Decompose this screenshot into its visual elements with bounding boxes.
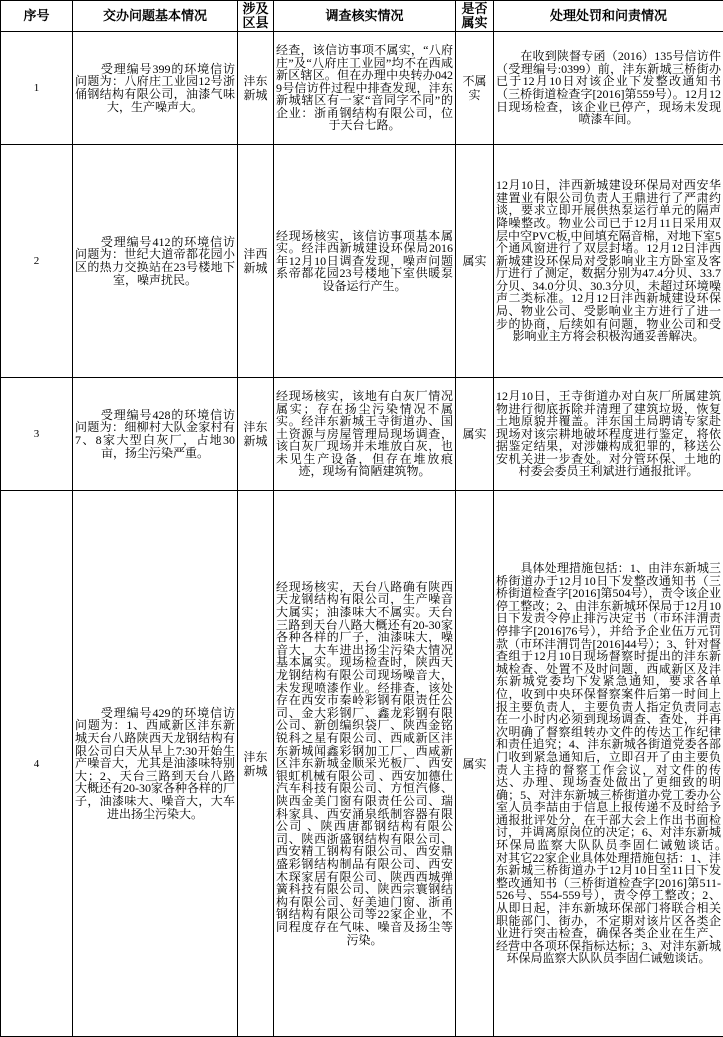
investigation-cell: 经现场核实，该地有白灰厂情况属实；存在扬尘污染情况不属实。经沣东新城王寺街道办、国土资源与房屋管理局现场调查，该白灰厂现场并未堆放白灰，也未见生产设备，但存在堆放痕迹，现场有简陋建筑物。 — [274, 378, 456, 491]
serial-number-cell: 3 — [1, 378, 73, 491]
verified-cell: 属实 — [456, 491, 494, 1037]
verified-cell: 属实 — [456, 378, 494, 491]
header-verified: 是否属实 — [456, 1, 494, 32]
header-row — [1, 1, 723, 32]
header-investigation: 调查核实情况 — [274, 1, 456, 32]
verified-cell: 属实 — [456, 145, 494, 378]
header-district: 涉及区县 — [238, 1, 274, 32]
problem-cell: 受理编号429的环境信访问题为：1、西咸新区沣东新城天台八路陕西天龙钢结构有限公司白天从早上7:30开始生产噪音大，尤其是油漆味特别大；2、天台三路到天台八路大概还有20-30家各种各样的厂子，油漆味大、噪音大，大车进出扬尘污染大。 — [73, 491, 238, 1037]
verified-cell: 不属实 — [456, 32, 494, 145]
table-row — [1, 378, 723, 491]
action-cell: 12月10日，王寺街道办对白灰厂所属建筑物进行彻底拆除并清理了建筑垃圾，恢复土地原貌并覆盖。沣东国土局聘请专家赴现场对该宗耕地破坏程度进行鉴定，将依据鉴定结果，对涉嫌构成犯罪的，移送公安机关进一步查处。对分管环保、土地的村委会委员王利斌进行通报批评。 — [494, 378, 723, 491]
serial-number-cell: 2 — [1, 145, 73, 378]
investigation-cell: 经查，该信访事项不属实，“八府庄”及“八府庄工业园”均不在西咸新区辖区。但在办理中央转办0429号信访件过程中排查发现，沣东新城辖区有一家“音同字不同”的企业：浙甬钢结构有限公司，位于天台七路。 — [274, 32, 456, 145]
action-cell: 12月10日，沣西新城建设环保局对西安华建置业有限公司负责人王鼎进行了严肃约谈，要求立即开展供热泵运行单元的隔声降噪整改。物业公司已于12月11日采用双层中空PVC板,中间填充隔音棉，对地下室5个通风窗进行了双层封堵。12月12日沣西新城建设环保局对受影响业主方卧室及客厅进行了测定，数据分别为47.4分贝、33.7分贝、34.0分贝、30.3分贝，未超过环境噪声二类标准。12月12日沣西新城建设环保局、物业公司、受影响业主方进行了进一步的协商，后续如有问题，物业公司和受影响业主方将会积极沟通妥善解决。 — [494, 145, 723, 378]
table-row — [1, 32, 723, 145]
table-row — [1, 491, 723, 1037]
serial-number-cell: 1 — [1, 32, 73, 145]
table-row — [1, 145, 723, 378]
serial-number-cell: 4 — [1, 491, 73, 1037]
district-cell: 沣东新城 — [238, 378, 274, 491]
district-cell: 沣西新城 — [238, 145, 274, 378]
investigation-cell: 经现场核实，天台八路确有陕西天龙钢结构有限公司，生产噪音大属实；油漆味大不属实。天台三路到天台八路大概还有20-30家各种各样的厂子，油漆味大，噪音大，大车进出扬尘污染大情况基本属实。现场检查时，陕西天龙钢结构有限公司现场噪音大，未发现喷漆作业。经排查，该处存在西安市秦岭彩钢有限责任公司、金大彩钢厂、鑫龙彩钢有限公司、新创编织袋厂、陕西金铭锐科之星有限公司、西咸新区沣东新城闻鑫彩钢加工厂、西咸新区沣东新城金顺采光板厂、西安银虹机械有限公司 、西安加德仕汽车科技有限公司、方恒汽修、陕西金美门窗有限责任公司、瑞科家具、西安涌泉纸制容器有限公司 、陕西唐都钢结构有限公司、陕西浙盛钢结构有限公司、西安精工钢构有限公司、西安鼎盛彩钢结构制品有限公司、西安木琛家居有限公司、陕西西城弹簧科技有限公司、陕西宗寰钢结构有限公司、好美迪门窗、浙甬钢结构有限公司等22家企业，不同程度存在气味、噪音及扬尘等污染。 — [274, 491, 456, 1037]
problem-cell: 受理编号412的环境信访问题为：世纪大道帝都花园小区的热力交换站在23号楼地下室，噪声扰民。 — [73, 145, 238, 378]
investigation-cell: 经现场核实，该信访事项基本属实。经沣西新城建设环保局2016年12月10日调查发现，噪声问题系帝都花园23号楼地下室供暖泵设备运行产生。 — [274, 145, 456, 378]
action-cell: 在收到陕督专函（2016）135号信访件（受理编号:0399）前，沣东新城三桥街办已于12月10日对该企业下发整改通知书（三桥街道检查字[2016]第559号）。12月12日现场检查，该企业已停产，现场未发现喷漆车间。 — [494, 32, 723, 145]
header-serial-number: 序号 — [1, 1, 73, 32]
header-action-taken: 处理处罚和问责情况 — [494, 1, 723, 32]
action-cell: 具体处理措施包括：1、由沣东新城三桥街道办于12月10日下发整改通知书（三桥街道检查字[2016]第504号），责令该企业停工整改；2、由沣东新城环保局于12月10日下发责令停止排污决定书（市环沣渭责停排字[2016]76号），并给予企业伍万元罚款（市环沣渭罚告[2016]44号）；3、针对督查组于12月10日现场督察时提出的沣东新城检查、处置不及时问题，西咸新区及沣东新城党委均下发紧急通知，要求各单位，收到中央环保督察案件后第一时间上报主要负责人，主要负责人指定负责同志在一小时内必须到现场调查、查处，并再次明确了督察组转办文件的传达工作纪律和责任追究；4、沣东新城各街道党委各部门收到紧急通知后，立即召开了由主要负责人主持的督察工作会议，对文件的传达、办理、现场查处做出了更细致的明确；5、对沣东新城三桥街道办党工委办公室人员李喆由于信息上报传递不及时给予通报批评处分，在干部大会上作出书面检讨，并调离原岗位的决定；6、对沣东新城环保局监察大队队员李固仁诫勉谈话。 对其它22家企业具体处理措施包括：1、沣东新城三桥街道办于12月10日至11日下发整改通知书（三桥街道检查字[2016]第511-526号、554-559号），责令停工整改；2、从即日起，沣东新城环保部门将联合相关职能部门、街办，不定期对该片区各类企业进行突击检查，确保各类企业在生产、经营中各项环保指标达标；3、对沣东新城环保局监察大队队员李固仁诫勉谈话。 — [494, 491, 723, 1037]
problem-cell: 受理编号399的环境信访问题为：八府庄工业园12号浙俑钢结构有限公司，油漆气味大，生产噪声大。 — [73, 32, 238, 145]
district-cell: 沣东新城 — [238, 32, 274, 145]
problem-cell: 受理编号428的环境信访问题为：细柳村大队金家村有7、8家大型白灰厂，占地30亩，扬尘污染严重。 — [73, 378, 238, 491]
district-cell: 沣东新城 — [238, 491, 274, 1037]
header-problem-overview: 交办问题基本情况 — [73, 1, 238, 32]
